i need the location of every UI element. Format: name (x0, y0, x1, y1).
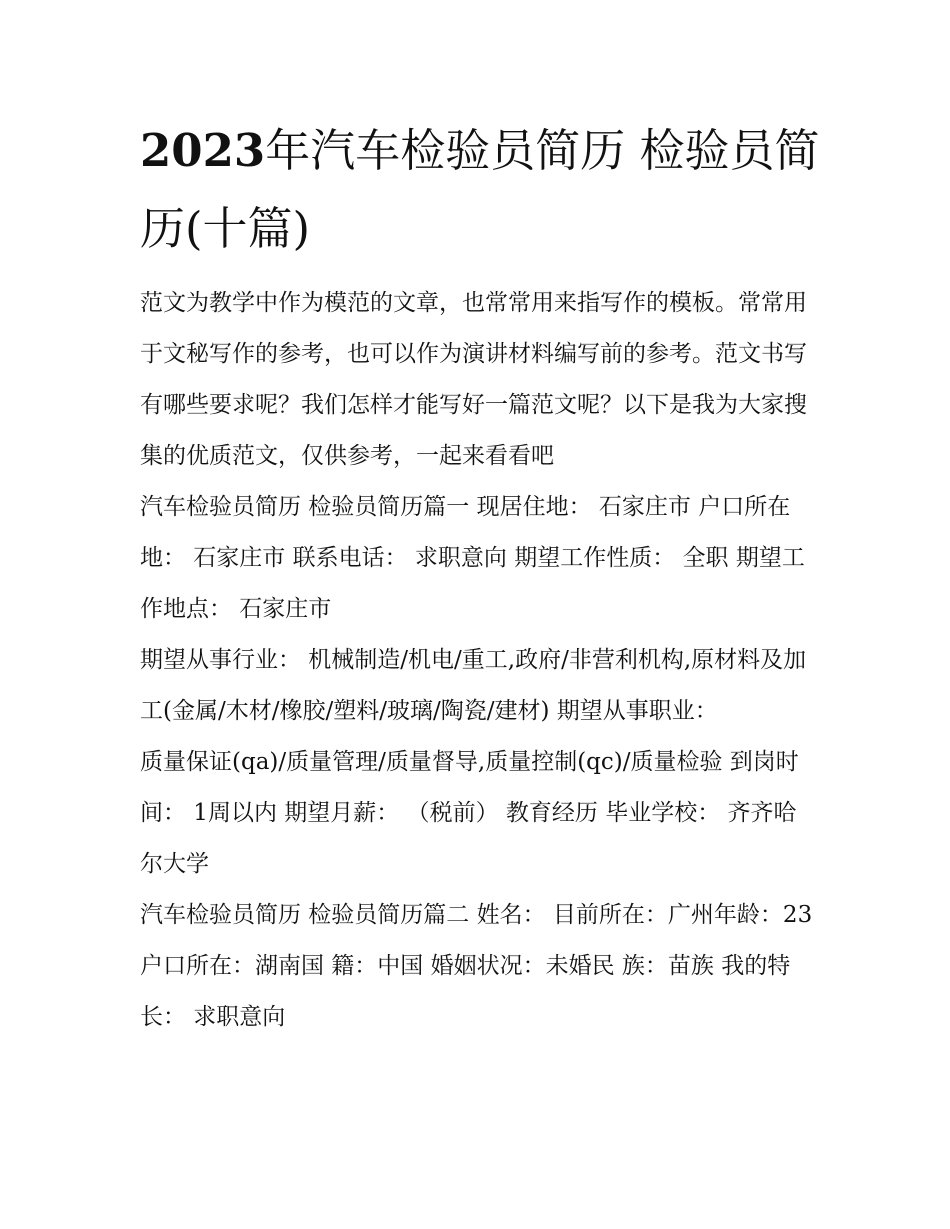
document-title (140, 112, 840, 268)
paragraph-intro: 范文为教学中作为模范的文章，也常常用来指写作的模板。常常用于文秘写作的参考，也可以作为演讲材料编写前的参考。范文书写有哪些要求呢？我们怎样才能写好一篇范文呢？以下是我为大家搜集的优质范文，仅供参考，一起来看看吧 (140, 290, 807, 469)
paragraph-resume-two: 汽车检验员简历 检验员简历篇二 姓名： 目前所在：广州年龄：23户口所在：湖南国 籍：中国 婚姻状况：未婚民 族：苗族 我的特长： 求职意向 (140, 902, 813, 1030)
paragraph-resume-one-occupation: 质量保证(qa)/质量管理/质量督导,质量控制(qc)/质量检验 到岗时间： 1周以内 期望月薪： （税前） 教育经历 毕业学校： 齐齐哈尔大学 (140, 749, 799, 877)
title-text: 年汽车检验员简历 检验员简历(十篇) (140, 124, 820, 255)
title-year: 2023 (140, 124, 266, 177)
document-body (140, 278, 816, 1043)
paragraph-resume-one-basic: 汽车检验员简历 检验员简历篇一 现居住地： 石家庄市 户口所在地： 石家庄市 联系电话： 求职意向 期望工作性质： 全职 期望工作地点： 石家庄市 (140, 494, 805, 622)
paragraph-resume-one-industry: 期望从事行业： 机械制造/机电/重工,政府/非营利机构,原材料及加工(金属/木材/橡胶/塑料/玻璃/陶瓷/建材) 期望从事职业： (140, 647, 807, 724)
